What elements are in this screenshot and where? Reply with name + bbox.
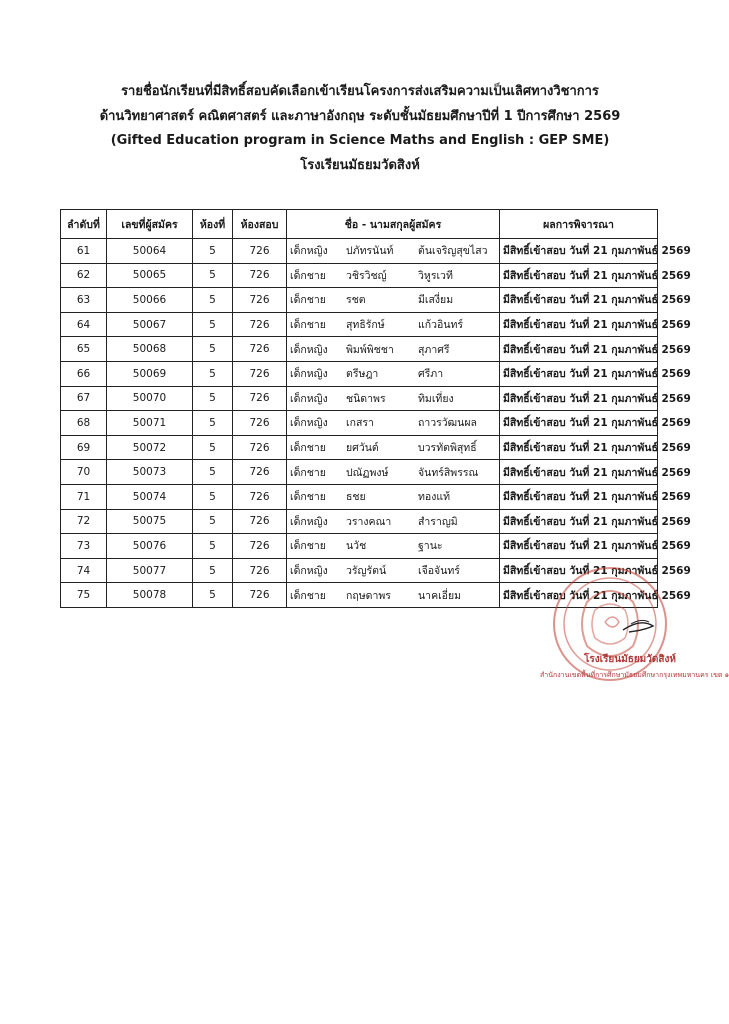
cell-applicant-no: 50074 <box>107 484 193 509</box>
cell-room: 5 <box>193 484 233 509</box>
cell-order: 71 <box>61 484 107 509</box>
cell-room: 5 <box>193 312 233 337</box>
last-name: มีเสงี่ยม <box>418 294 454 307</box>
table-row <box>61 534 658 559</box>
cell-room: 5 <box>193 337 233 362</box>
cell-name <box>287 509 500 534</box>
cell-order: 62 <box>61 263 107 288</box>
cell-name <box>287 337 500 362</box>
cell-applicant-no: 50076 <box>107 534 193 559</box>
name-prefix: เด็กชาย <box>290 491 326 504</box>
cell-name <box>287 239 500 264</box>
cell-name <box>287 263 500 288</box>
first-name: วรางคณา <box>346 515 392 528</box>
cell-room: 5 <box>193 583 233 608</box>
cell-result: มีสิทธิ์เข้าสอบ วันที่ 21 กุมภาพันธ์ 2569 <box>500 288 658 313</box>
cell-room: 5 <box>193 558 233 583</box>
name-prefix: เด็กชาย <box>290 540 326 553</box>
col-header-exam-room: ห้องสอบ <box>233 210 287 239</box>
first-name: พิมพ์พิชชา <box>346 343 394 356</box>
cell-exam-room: 726 <box>233 411 287 436</box>
header-line-2: ด้านวิทยาศาสตร์ คณิตศาสตร์ และภาษาอังกฤษ ระดับชั้นมัธยมศึกษาปีที่ 1 ปีการศึกษา 2569 <box>99 108 621 124</box>
cell-exam-room: 726 <box>233 312 287 337</box>
cell-result: มีสิทธิ์เข้าสอบ วันที่ 21 กุมภาพันธ์ 2569 <box>500 411 658 436</box>
last-name: ศรีภา <box>418 368 444 381</box>
cell-exam-room: 726 <box>233 361 287 386</box>
first-name: ธชย <box>346 491 366 504</box>
cell-order: 74 <box>61 558 107 583</box>
cell-exam-room: 726 <box>233 534 287 559</box>
name-prefix: เด็กชาย <box>290 294 326 307</box>
seal-org-text: สำนักงานเขตพื้นที่การศึกษามัธยมศึกษากรุงเทพมหานคร เขต ๑ <box>540 671 729 679</box>
cell-exam-room: 726 <box>233 460 287 485</box>
table-row <box>61 411 658 436</box>
col-header-result: ผลการพิจารณา <box>500 210 658 239</box>
name-prefix: เด็กชาย <box>290 442 326 455</box>
document-header <box>60 80 660 178</box>
last-name: ฐานะ <box>418 540 443 553</box>
cell-result: มีสิทธิ์เข้าสอบ วันที่ 21 กุมภาพันธ์ 2569 <box>500 509 658 534</box>
cell-result: มีสิทธิ์เข้าสอบ วันที่ 21 กุมภาพันธ์ 2569 <box>500 386 658 411</box>
cell-result: มีสิทธิ์เข้าสอบ วันที่ 21 กุมภาพันธ์ 2569 <box>500 460 658 485</box>
cell-name <box>287 558 500 583</box>
first-name: ชนิดาพร <box>346 392 386 405</box>
cell-applicant-no: 50065 <box>107 263 193 288</box>
cell-order: 68 <box>61 411 107 436</box>
cell-name <box>287 361 500 386</box>
name-prefix: เด็กหญิง <box>290 417 328 430</box>
table-header-row <box>61 210 658 239</box>
cell-order: 75 <box>61 583 107 608</box>
name-prefix: เด็กหญิง <box>290 245 328 258</box>
cell-result: มีสิทธิ์เข้าสอบ วันที่ 21 กุมภาพันธ์ 2569 <box>500 534 658 559</box>
applicant-table <box>60 209 691 608</box>
name-prefix: เด็กชาย <box>290 589 326 602</box>
cell-name <box>287 386 500 411</box>
table-row <box>61 337 658 362</box>
col-header-order: ลำดับที่ <box>61 210 107 239</box>
first-name: สุทธิรักษ์ <box>346 319 385 332</box>
cell-exam-room: 726 <box>233 337 287 362</box>
cell-exam-room: 726 <box>233 386 287 411</box>
last-name: จันทร์สิพรรณ <box>418 466 479 479</box>
table-row <box>61 288 658 313</box>
cell-room: 5 <box>193 386 233 411</box>
name-prefix: เด็กหญิง <box>290 565 328 578</box>
cell-result: มีสิทธิ์เข้าสอบ วันที่ 21 กุมภาพันธ์ 2569 <box>500 484 658 509</box>
cell-room: 5 <box>193 263 233 288</box>
table-row <box>61 435 658 460</box>
cell-order: 63 <box>61 288 107 313</box>
cell-order: 61 <box>61 239 107 264</box>
cell-exam-room: 726 <box>233 263 287 288</box>
cell-result: มีสิทธิ์เข้าสอบ วันที่ 21 กุมภาพันธ์ 2569 <box>500 583 658 608</box>
cell-result: มีสิทธิ์เข้าสอบ วันที่ 21 กุมภาพันธ์ 2569 <box>500 558 658 583</box>
cell-name <box>287 484 500 509</box>
cell-room: 5 <box>193 435 233 460</box>
cell-applicant-no: 50078 <box>107 583 193 608</box>
col-header-applicant-no: เลขที่ผู้สมัคร <box>107 210 193 239</box>
first-name: กฤษดาพร <box>346 589 391 602</box>
cell-applicant-no: 50067 <box>107 312 193 337</box>
table-row <box>61 312 658 337</box>
cell-order: 72 <box>61 509 107 534</box>
seal-emblem <box>535 562 685 722</box>
cell-order: 66 <box>61 361 107 386</box>
last-name: บวรทัตพิสุทธิ์ <box>418 442 477 455</box>
cell-exam-room: 726 <box>233 583 287 608</box>
header-line-3: (Gifted Education program in Science Maths and English : GEP SME) <box>110 133 610 148</box>
cell-applicant-no: 50069 <box>107 361 193 386</box>
name-prefix: เด็กหญิง <box>290 343 328 356</box>
first-name: ปภัทรนันท์ <box>346 245 394 258</box>
cell-applicant-no: 50075 <box>107 509 193 534</box>
cell-name <box>287 460 500 485</box>
last-name: เจือจันทร์ <box>418 565 460 578</box>
table-body <box>61 239 691 608</box>
cell-exam-room: 726 <box>233 509 287 534</box>
cell-result: มีสิทธิ์เข้าสอบ วันที่ 21 กุมภาพันธ์ 2569 <box>500 361 658 386</box>
cell-result: มีสิทธิ์เข้าสอบ วันที่ 21 กุมภาพันธ์ 2569 <box>500 312 658 337</box>
col-header-name: ชื่อ - นามสกุลผู้สมัคร <box>287 210 500 239</box>
table-row <box>61 239 658 264</box>
cell-result: มีสิทธิ์เข้าสอบ วันที่ 21 กุมภาพันธ์ 2569 <box>500 239 658 264</box>
cell-result: มีสิทธิ์เข้าสอบ วันที่ 21 กุมภาพันธ์ 2569 <box>500 435 658 460</box>
cell-exam-room: 726 <box>233 288 287 313</box>
cell-applicant-no: 50071 <box>107 411 193 436</box>
cell-room: 5 <box>193 361 233 386</box>
first-name: ปณัฏพงษ์ <box>346 466 389 479</box>
cell-order: 69 <box>61 435 107 460</box>
name-prefix: เด็กหญิง <box>290 392 328 405</box>
cell-exam-room: 726 <box>233 435 287 460</box>
table-row <box>61 484 658 509</box>
name-prefix: เด็กชาย <box>290 319 326 332</box>
cell-exam-room: 726 <box>233 558 287 583</box>
last-name: ต้นเจริญสุขไสว <box>418 245 488 258</box>
table-row <box>61 509 658 534</box>
cell-order: 70 <box>61 460 107 485</box>
cell-applicant-no: 50077 <box>107 558 193 583</box>
cell-name <box>287 288 500 313</box>
cell-exam-room: 726 <box>233 239 287 264</box>
name-prefix: เด็กชาย <box>290 269 326 282</box>
cell-order: 64 <box>61 312 107 337</box>
last-name: ทองแท้ <box>418 491 451 504</box>
cell-applicant-no: 50066 <box>107 288 193 313</box>
table-row <box>61 460 658 485</box>
cell-room: 5 <box>193 460 233 485</box>
cell-applicant-no: 50072 <box>107 435 193 460</box>
cell-name <box>287 312 500 337</box>
first-name: รชต <box>346 294 366 307</box>
first-name: ตรีษฎา <box>346 368 379 381</box>
cell-room: 5 <box>193 288 233 313</box>
table-row <box>61 263 658 288</box>
cell-applicant-no: 50064 <box>107 239 193 264</box>
col-header-room: ห้องที่ <box>193 210 233 239</box>
name-prefix: เด็กหญิง <box>290 515 328 528</box>
last-name: ทิมเที่ยง <box>418 392 454 405</box>
header-line-1: รายชื่อนักเรียนที่มีสิทธิ์สอบคัดเลือกเข้าเรียนโครงการส่งเสริมความเป็นเลิศทางวิชาการ <box>121 84 599 99</box>
cell-applicant-no: 50073 <box>107 460 193 485</box>
table-row <box>61 361 658 386</box>
cell-order: 73 <box>61 534 107 559</box>
last-name: สำราญมิ <box>418 515 458 528</box>
cell-result: มีสิทธิ์เข้าสอบ วันที่ 21 กุมภาพันธ์ 2569 <box>500 337 658 362</box>
first-name: วชิรวิชญ์ <box>346 269 387 282</box>
cell-result: มีสิทธิ์เข้าสอบ วันที่ 21 กุมภาพันธ์ 2569 <box>500 263 658 288</box>
cell-exam-room: 726 <box>233 484 287 509</box>
cell-order: 65 <box>61 337 107 362</box>
cell-order: 67 <box>61 386 107 411</box>
last-name: นาคเอี่ยม <box>418 589 462 602</box>
cell-room: 5 <box>193 534 233 559</box>
cell-room: 5 <box>193 509 233 534</box>
first-name: นวัช <box>346 540 367 553</box>
last-name: แก้วอินทร์ <box>418 319 464 332</box>
name-prefix: เด็กชาย <box>290 466 326 479</box>
last-name: ถาวรวัฒนผล <box>418 417 477 430</box>
table-row <box>61 386 658 411</box>
last-name: สุภาศรี <box>418 343 450 356</box>
cell-name <box>287 411 500 436</box>
cell-room: 5 <box>193 411 233 436</box>
first-name: เกสรา <box>346 417 374 430</box>
seal-school-name: โรงเรียนมัธยมวัดสิงห์ <box>584 654 676 665</box>
name-prefix: เด็กหญิง <box>290 368 328 381</box>
first-name: วรัญรัตน์ <box>346 565 387 578</box>
school-seal <box>535 562 685 722</box>
cell-room: 5 <box>193 239 233 264</box>
header-line-4: โรงเรียนมัธยมวัดสิงห์ <box>300 157 420 173</box>
cell-applicant-no: 50068 <box>107 337 193 362</box>
first-name: ยศวันต์ <box>346 442 379 455</box>
last-name: วิหูรเวที <box>418 269 453 282</box>
cell-name <box>287 435 500 460</box>
cell-name <box>287 583 500 608</box>
cell-applicant-no: 50070 <box>107 386 193 411</box>
cell-name <box>287 534 500 559</box>
